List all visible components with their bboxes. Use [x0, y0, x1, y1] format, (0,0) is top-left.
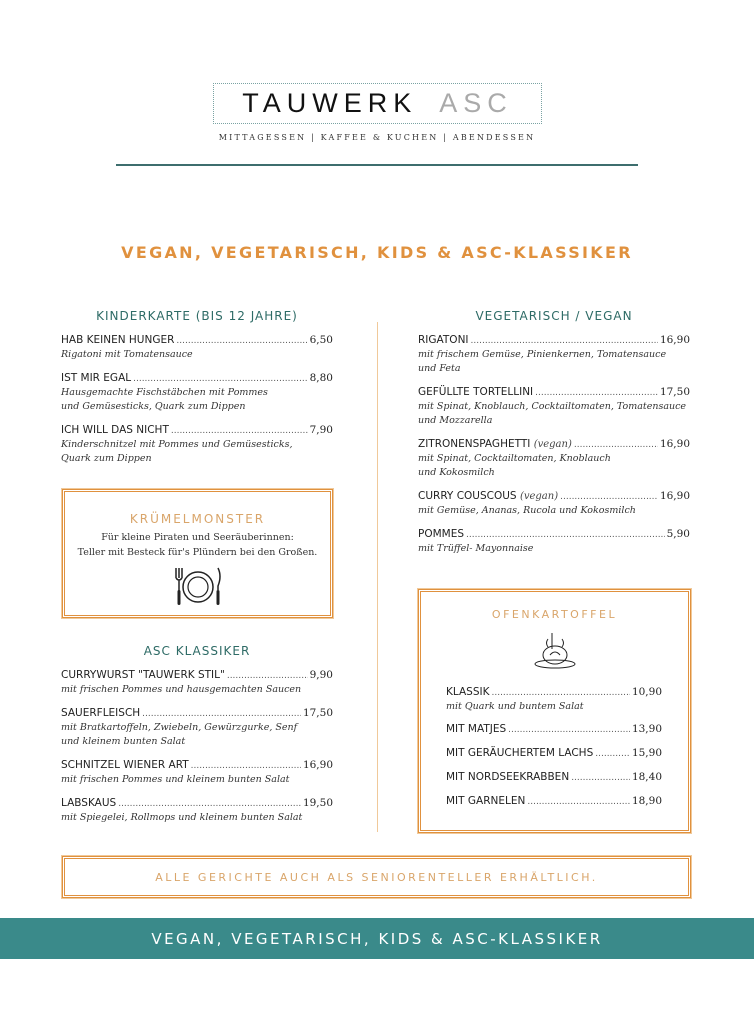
dot-leader [176, 334, 307, 348]
item-description: mit Gemüse, Ananas, Rucola und Kokosmilch [418, 505, 636, 516]
dot-leader [508, 723, 630, 737]
item-price: 17,50 [659, 386, 690, 398]
menu-item [61, 371, 333, 414]
item-description: und Mozzarella [418, 415, 493, 426]
item-description: Kinderschnitzel mit Pommes und Gemüsesticks, [61, 439, 293, 450]
menu-item [446, 722, 662, 737]
header-divider [116, 164, 638, 166]
item-price: 8,80 [309, 372, 333, 384]
item-description: mit frischen Pommes und kleinem bunten Salat [61, 774, 290, 785]
ofenkartoffel-box [418, 589, 691, 833]
menu-item [446, 746, 662, 761]
item-name: ICH WILL DAS NICHT [61, 424, 169, 436]
item-price: 17,50 [302, 707, 333, 719]
item-name: HAB KEINEN HUNGER [61, 334, 175, 346]
item-name: CURRYWURST "TAUWERK STIL" [61, 669, 225, 681]
menu-item [446, 794, 662, 809]
menu-item [418, 437, 690, 480]
item-description: und Gemüsesticks, Quark zum Dippen [61, 401, 246, 412]
dot-leader [171, 424, 308, 438]
item-price: 7,90 [309, 424, 333, 436]
menu-item [61, 796, 333, 825]
item-price: 13,90 [631, 723, 662, 735]
dot-leader [571, 771, 630, 785]
item-name: CURRY COUSCOUS (vegan) [418, 490, 559, 502]
item-name: GEFÜLLTE TORTELLINI [418, 386, 534, 398]
menu-item [61, 423, 333, 466]
item-description: und kleinem bunten Salat [61, 736, 186, 747]
dot-leader [133, 372, 308, 386]
dot-leader [142, 707, 301, 721]
item-name: IST MIR EGAL [61, 372, 132, 384]
kruemel-title: KRÜMELMONSTER [129, 512, 266, 526]
item-price: 19,50 [302, 797, 333, 809]
kids-section [61, 309, 333, 475]
item-name: MIT NORDSEEKRABBEN [446, 771, 570, 783]
item-description: Hausgemachte Fischstäbchen mit Pommes [61, 387, 268, 398]
brand-sub: ASC [439, 88, 513, 118]
menu-item [418, 489, 690, 518]
item-price: 16,90 [302, 759, 333, 771]
kruemel-line: Teller mit Besteck für's Plündern bei den Großen. [77, 547, 318, 558]
dot-leader [535, 386, 658, 400]
menu-item [418, 385, 690, 428]
item-name: MIT GERÄUCHERTEM LACHS [446, 747, 594, 759]
item-name: RIGATONI [418, 334, 469, 346]
dot-leader [491, 686, 629, 700]
menu-item [61, 758, 333, 787]
item-name: MIT MATJES [446, 723, 507, 735]
item-description: und Kokosmilch [418, 467, 495, 478]
page-title: VEGAN, VEGETARISCH, KIDS & ASC-KLASSIKER [121, 243, 633, 262]
baked-potato-icon [532, 631, 578, 671]
item-description: mit frischen Pommes und hausgemachten Saucen [61, 684, 302, 695]
item-description: Rigatoni mit Tomatensauce [61, 349, 193, 360]
item-name: POMMES [418, 528, 465, 540]
item-description: mit Trüffel- Mayonnaise [418, 543, 534, 554]
classics-section [61, 644, 333, 834]
dot-leader [595, 747, 630, 761]
menu-item [61, 333, 333, 362]
footer-band: VEGAN, VEGETARISCH, KIDS & ASC-KLASSIKER [0, 918, 754, 959]
tagline: MITTAGESSEN | KAFFEE & KUCHEN | ABENDESSEN [218, 133, 536, 142]
item-price: 15,90 [631, 747, 662, 759]
item-price: 16,90 [659, 334, 690, 346]
item-name: SAUERFLEISCH [61, 707, 141, 719]
kruemel-line: Für kleine Piraten und Seeräuberinnen: [101, 532, 294, 543]
dot-leader [118, 797, 301, 811]
menu-item [61, 668, 333, 697]
dot-leader [560, 490, 658, 504]
item-description: mit Quark und buntem Salat [446, 701, 584, 712]
veg-section [418, 309, 690, 565]
item-name: SCHNITZEL WIENER ART [61, 759, 189, 771]
item-note: (vegan) [519, 491, 559, 502]
dot-leader [191, 759, 301, 773]
item-price: 9,90 [309, 669, 333, 681]
item-description: Quark zum Dippen [61, 453, 152, 464]
item-description: mit frischem Gemüse, Pinienkernen, Tomatensauce [418, 349, 667, 360]
item-description: mit Spiegelei, Rollmops und kleinem bunten Salat [61, 812, 303, 823]
item-name: KLASSIK [446, 686, 490, 698]
classics-heading: ASC KLASSIKER [143, 644, 251, 658]
column-divider [377, 322, 378, 832]
menu-item [418, 527, 690, 556]
item-description: mit Bratkartoffeln, Zwiebeln, Gewürzgurke, Senf [61, 722, 298, 733]
item-price: 18,40 [631, 771, 662, 783]
ofen-title: OFENKARTOFFEL [491, 608, 618, 621]
brand-main: TAUWERK [242, 88, 418, 118]
dot-leader [527, 795, 630, 809]
plate-cutlery-icon [168, 566, 228, 608]
item-price: 18,90 [631, 795, 662, 807]
item-name: LABSKAUS [61, 797, 117, 809]
seniorenteller-note: ALLE GERICHTE AUCH ALS SENIORENTELLER ERHÄLTLICH. [62, 856, 691, 898]
menu-item [446, 685, 662, 714]
item-price: 16,90 [659, 438, 690, 450]
item-description: mit Spinat, Cocktailtomaten, Knoblauch [418, 453, 611, 464]
item-note: (vegan) [533, 439, 572, 450]
item-name: MIT GARNELEN [446, 795, 526, 807]
item-price: 5,90 [666, 528, 690, 540]
dot-leader [227, 669, 308, 683]
menu-item [61, 706, 333, 749]
item-price: 16,90 [659, 490, 690, 502]
dot-leader [574, 438, 658, 452]
veg-heading: VEGETARISCH / VEGAN [475, 309, 633, 323]
item-price: 6,50 [309, 334, 333, 346]
item-description: mit Spinat, Knoblauch, Cocktailtomaten, Tomatensauce [418, 401, 687, 412]
kruemelmonster-box [62, 489, 333, 618]
item-name: ZITRONENSPAGHETTI (vegan) [418, 438, 572, 450]
item-price: 10,90 [631, 686, 662, 698]
kids-heading: KINDERKARTE (BIS 12 JAHRE) [96, 309, 298, 323]
item-description: und Feta [418, 363, 461, 374]
dot-leader [466, 528, 665, 542]
menu-item [446, 770, 662, 785]
logo [213, 83, 542, 124]
menu-item [418, 333, 690, 376]
dot-leader [471, 334, 658, 348]
